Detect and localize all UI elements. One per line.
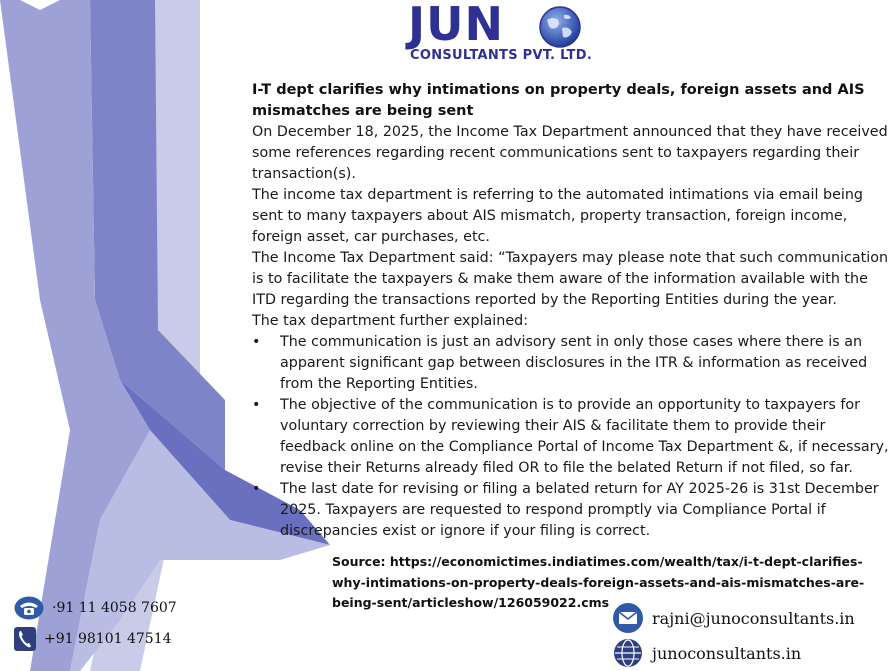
bullet-item: [252, 479, 892, 542]
article-paragraph: The Income Tax Department said: “Taxpayers may please note that such communication is to facilitate the taxpayers & make them aware of the information available with the ITD regarding the transactions reported by the Reporting Entities during the year.: [252, 250, 889, 308]
mobile-phone-icon: [14, 627, 36, 651]
envelope-icon: [612, 603, 644, 633]
web-globe-icon: [612, 638, 644, 668]
email-contact: [612, 603, 855, 633]
bullet-dot: •: [252, 481, 261, 497]
company-logo: [408, 0, 593, 66]
landline-contact: [14, 596, 177, 620]
article-paragraph: The income tax department is referring to the automated intimations via email being sent to many taxpayers about AIS mismatch, property transaction, foreign income, foreign asset, car purchases, etc.: [252, 187, 864, 245]
bullet-dot: •: [252, 334, 261, 350]
globe-icon: [539, 6, 581, 48]
bullet-text: The last date for revising or filing a belated return for AY 2025-26 is 31st December 2025. Taxpayers are requested to respond promptly via Compliance Portal if discrepancies exist or ignore if your filing is correct.: [280, 481, 879, 539]
bullet-item: [252, 332, 892, 395]
mobile-contact: [14, 627, 172, 651]
source-citation: Source: https://economictimes.indiatimes.com/wealth/tax/i-t-dept-clarifies-why-intimations-on-property-deals-foreign-assets-and-ais-mismatches-are-being-sent/articleshow/126059022.cms: [332, 554, 865, 610]
article: [252, 80, 892, 542]
website-url[interactable]: junoconsultants.in: [652, 643, 802, 663]
bullet-text: The objective of the communication is to provide an opportunity to taxpayers for voluntary correction by reviewing their AIS & facilitate them to provide their feedback online on the Compliance Portal of Income Tax Department &, if necessary, revise their Returns already filed OR to file the belated Return if not filed, so far.: [280, 397, 889, 476]
email-address[interactable]: rajni@junoconsultants.in: [652, 608, 855, 628]
mobile-number[interactable]: +91 98101 47514: [44, 631, 172, 647]
logo-wordmark: JUN: [408, 0, 504, 51]
telephone-icon: [14, 596, 44, 620]
bullet-item: [252, 395, 892, 479]
article-headline: I-T dept clarifies why intimations on property deals, foreign assets and AIS mismatches are being sent: [252, 82, 865, 119]
article-paragraph: On December 18, 2025, the Income Tax Department announced that they have received some references regarding recent communications sent to taxpayers regarding their transaction(s).: [252, 124, 888, 182]
bullet-list: [252, 332, 892, 542]
article-paragraph: The tax department further explained:: [252, 313, 529, 329]
bullet-dot: •: [252, 397, 261, 413]
landline-number[interactable]: ·91 11 4058 7607: [52, 600, 177, 616]
website-contact: [612, 638, 801, 668]
bullet-text: The communication is just an advisory sent in only those cases where there is an apparent significant gap between disclosures in the ITR & information as received from the Reporting Entities.: [280, 334, 868, 392]
logo-subtitle: CONSULTANTS PVT. LTD.: [410, 48, 593, 63]
